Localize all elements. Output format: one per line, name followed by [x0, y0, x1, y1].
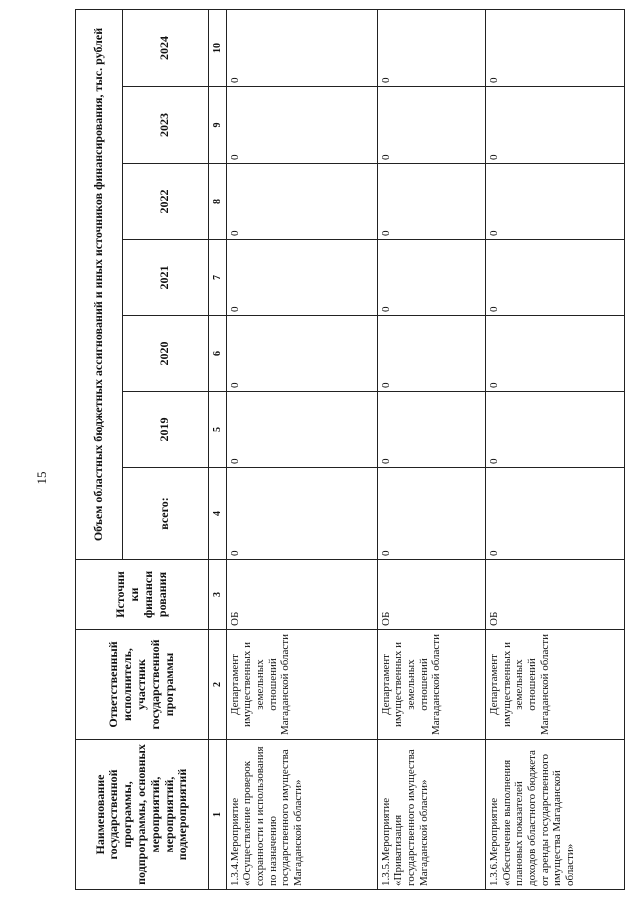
header-year-2022: 2022 [123, 164, 209, 240]
row-total: 0 [486, 468, 625, 560]
row-value: 0 [226, 240, 377, 316]
header-total: всего: [123, 468, 209, 560]
header-year-2019: 2019 [123, 392, 209, 468]
row-value: 0 [377, 240, 486, 316]
header-volume: Объем областных бюджетных ассигнований и иных источников финансирования, тыс. рублей [76, 9, 123, 559]
row-executor: Департамент имущественных и земельных отношений Магаданской области [226, 630, 377, 740]
financing-table [75, 9, 625, 890]
header-name: Наименование государственной программы, подпрограммы, основных мероприятий, мероприятий, подмероприятий [76, 740, 209, 890]
row-value: 0 [377, 9, 486, 86]
col-num: 6 [208, 316, 226, 392]
row-source: ОБ [226, 560, 377, 630]
table-container [75, 10, 625, 890]
row-value: 0 [226, 316, 377, 392]
col-num: 7 [208, 240, 226, 316]
row-name: 1.3.5.Мероприятие «Приватизация государственного имущества Магаданской области» [377, 740, 486, 890]
row-value: 0 [226, 164, 377, 240]
row-value: 0 [226, 392, 377, 468]
header-year-2020: 2020 [123, 316, 209, 392]
row-total: 0 [226, 468, 377, 560]
row-executor: Департамент имущественных и земельных отношений Магаданской области [377, 630, 486, 740]
header-year-2021: 2021 [123, 240, 209, 316]
page-number: 15 [34, 471, 49, 485]
row-value: 0 [486, 164, 625, 240]
row-value: 0 [486, 9, 625, 86]
header-source: Источни ки финанси рования [76, 560, 209, 630]
row-value: 0 [486, 87, 625, 164]
col-num: 8 [208, 164, 226, 240]
column-numbers-row [208, 9, 226, 889]
row-value: 0 [377, 164, 486, 240]
row-value: 0 [486, 240, 625, 316]
row-value: 0 [377, 316, 486, 392]
header-year-2023: 2023 [123, 87, 209, 164]
row-source: ОБ [486, 560, 625, 630]
col-num: 4 [208, 468, 226, 560]
row-value: 0 [486, 316, 625, 392]
header-year-2024: 2024 [123, 9, 209, 86]
table-row [377, 9, 486, 889]
row-total: 0 [377, 468, 486, 560]
row-name: 1.3.4.Мероприятие «Осуществление проверок сохранности и использования по назначению государственного имущества Магаданской области» [226, 740, 377, 890]
header-executor: Ответственный исполнитель, участник государственной программы [76, 630, 209, 740]
col-num: 2 [208, 630, 226, 740]
row-value: 0 [377, 87, 486, 164]
table-row [226, 9, 377, 889]
col-num: 1 [208, 740, 226, 890]
col-num: 9 [208, 87, 226, 164]
col-num: 5 [208, 392, 226, 468]
row-name: 1.3.6.Мероприятие «Обеспечение выполнения плановых показателей доходов областного бюджета от аренды государственного имущества Магаданской области» [486, 740, 625, 890]
row-source: ОБ [377, 560, 486, 630]
row-value: 0 [226, 87, 377, 164]
row-value: 0 [226, 9, 377, 86]
col-num: 3 [208, 560, 226, 630]
table-row [486, 9, 625, 889]
row-value: 0 [377, 392, 486, 468]
col-num: 10 [208, 9, 226, 86]
row-value: 0 [486, 392, 625, 468]
row-executor: Департамент имущественных и земельных отношений Магаданской области [486, 630, 625, 740]
